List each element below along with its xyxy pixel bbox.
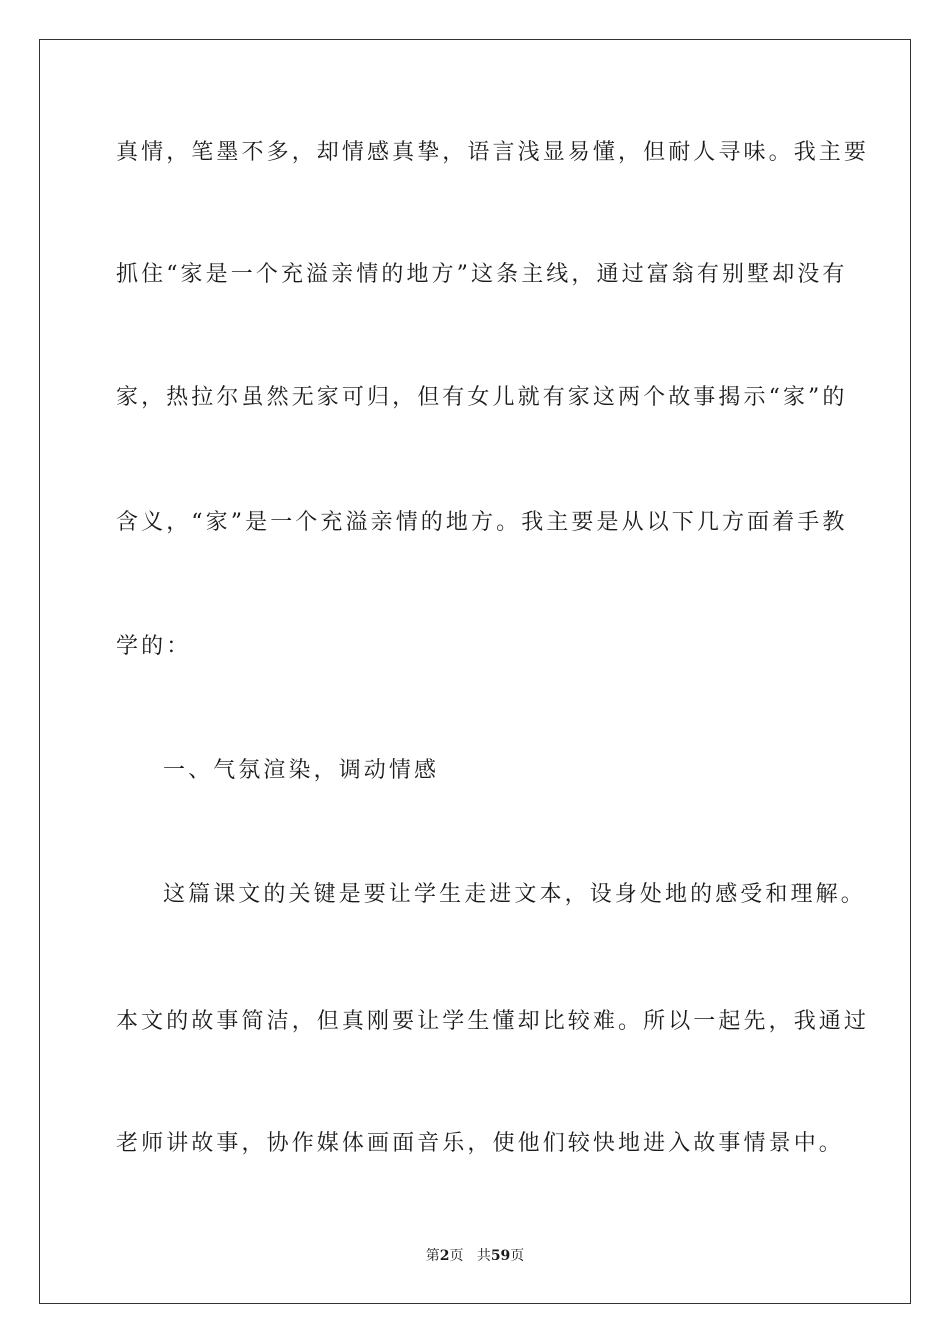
footer-total-prefix: 共: [476, 1248, 491, 1264]
footer-page-suffix: 页: [449, 1248, 464, 1264]
body-line-7: 这篇课文的关键是要让学生走进文本，设身处地的感受和理解。: [163, 882, 866, 907]
footer-page-prefix: 第: [425, 1248, 440, 1264]
body-line-3: 家，热拉尔虽然无家可归，但有女儿就有家这两个故事揭示“家”的: [116, 385, 848, 410]
footer-total-suffix: 页: [510, 1248, 525, 1264]
body-line-5: 学的：: [116, 634, 192, 659]
body-line-1: 真情，笔墨不多，却情感真挚，语言浅显易懂，但耐人寻味。我主要: [116, 140, 870, 165]
page-border: [39, 39, 911, 1304]
footer-total-number: 59: [490, 1248, 511, 1264]
body-line-2: 抓住“家是一个充溢亲情的地方”这条主线，通过富翁有别墅却没有: [116, 262, 848, 287]
body-line-8: 本文的故事简洁，但真刚要让学生懂却比较难。所以一起先，我通过: [116, 1009, 870, 1034]
page-footer: [0, 1247, 950, 1265]
body-line-9: 老师讲故事，协作媒体画面音乐，使他们较快地进入故事情景中。: [116, 1131, 844, 1156]
body-line-4: 含义，“家”是一个充溢亲情的地方。我主要是从以下几方面着手教: [116, 510, 848, 535]
footer-page-number: 2: [439, 1248, 450, 1264]
section-heading: 一、气氛渲染，调动情感: [163, 758, 440, 783]
